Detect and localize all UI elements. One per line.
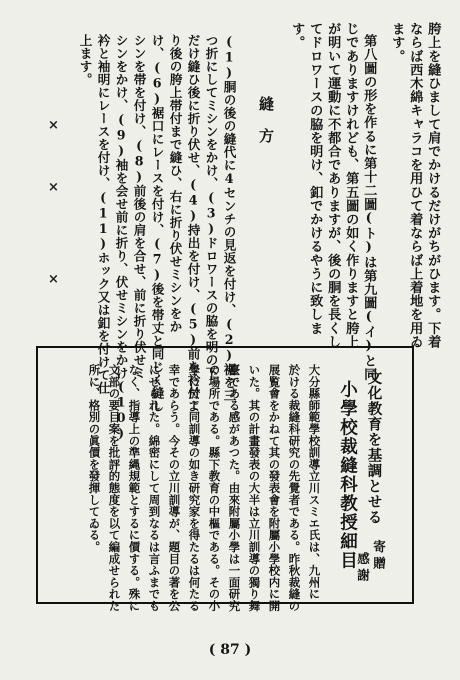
- notice-text-column: 臺である感があつた。由來附屬小學は一面研究: [227, 364, 242, 612]
- notice-text-column: なく、指導上の準縄規範とするに價する。殊に: [127, 364, 142, 612]
- text-column: 胯上を縫ひまして肩でかけるだけがちがひます。下着: [425, 22, 441, 349]
- text-column: じでありますけれども、第五圖の如く作りますと胯上: [343, 22, 359, 349]
- notice-text-column: 大分縣師範學校訓導立川スミエ氏は、九州に: [307, 364, 322, 600]
- text-column: シンを帯を付け、(8)前後の肩を合せ、前に折り伏せミ: [131, 34, 147, 380]
- notice-text-column: いた。其の計畫發表の大半は立川訓導の獨り舞: [247, 364, 262, 612]
- notice-subtitle: 文化教育を基調とせる: [365, 370, 383, 525]
- notice-author-role: 寄贈: [371, 540, 387, 573]
- notice-text-column: 所に、格別の眞價を發揮してゐる。: [87, 364, 102, 553]
- text-column: ならば西木綿キャラコを用ひて着ならば上着地を用ゐ: [407, 22, 423, 349]
- text-column: 衿と袖明にレースを付け、(11)ホック又は釦を付けて仕: [95, 34, 111, 395]
- text-column: け、(6)裾口にレースを付け、(7)後を帯丈と同じく縫し: [149, 34, 165, 413]
- margin-mark: ×: [48, 272, 59, 287]
- text-column: てドロワースの脇を明け、釦でかけるやうに致しま: [307, 22, 323, 335]
- margin-mark: ×: [48, 118, 59, 133]
- text-column: つ折にしてミシンをかけ、(3)ドロワースの脇を明の下: [203, 34, 219, 380]
- notice-text-column: の場所である。縣下教育の中樞である。その小: [207, 364, 222, 612]
- text-column: (1)胴の後の縫代に4センチの見返を付け、(2)裾を三: [221, 34, 237, 402]
- notice-text-column: 文部の要目案を批評的態度を以て編成せられた: [107, 364, 122, 612]
- text-column: だけ縫ひ後に折り伏せ、(4)持出を付け、(5)前を衿付よ: [185, 34, 201, 413]
- text-column: ます。: [389, 22, 405, 63]
- margin-mark: ×: [48, 180, 59, 195]
- notice-text-column: 幸であらう。今その立川訓導が、題目の著を公: [167, 364, 182, 612]
- page-number: ( 87 ): [208, 642, 252, 658]
- text-column: り後の胯上帯付まで縫ひ、右に折り伏せミシンをか: [167, 34, 183, 333]
- notice-text-column: 學に於て同訓導の如き研究家を得たるは何たる: [187, 364, 202, 612]
- text-column: 上ます。: [77, 34, 93, 86]
- text-column: シンをかけ、(9)袖を会せ前に折り、伏せミシンをかけ(10): [113, 34, 129, 441]
- notice-author-name: 感謝: [355, 552, 371, 585]
- text-column: す。: [289, 22, 305, 50]
- notice-text-column: にせられた。綿密にして周到なるは言ふまでも: [147, 364, 162, 612]
- notice-text-column: 於ける裁縫科研究の先覺者である。昨秋裁縫の: [287, 364, 302, 612]
- notice-title: 小學校裁縫科教授細目: [337, 380, 358, 570]
- text-column: が明いて運動に不都合でありますが、後の胴を長くし: [325, 22, 341, 349]
- notice-text-column: 展覧會をかねて其の發表會を附屬小學校内に開: [267, 364, 282, 612]
- text-column: 第八圖の形を作るに第十二圖(ト)は第九圖(イ)と同: [361, 34, 377, 382]
- section-heading: 縫 方: [257, 96, 275, 144]
